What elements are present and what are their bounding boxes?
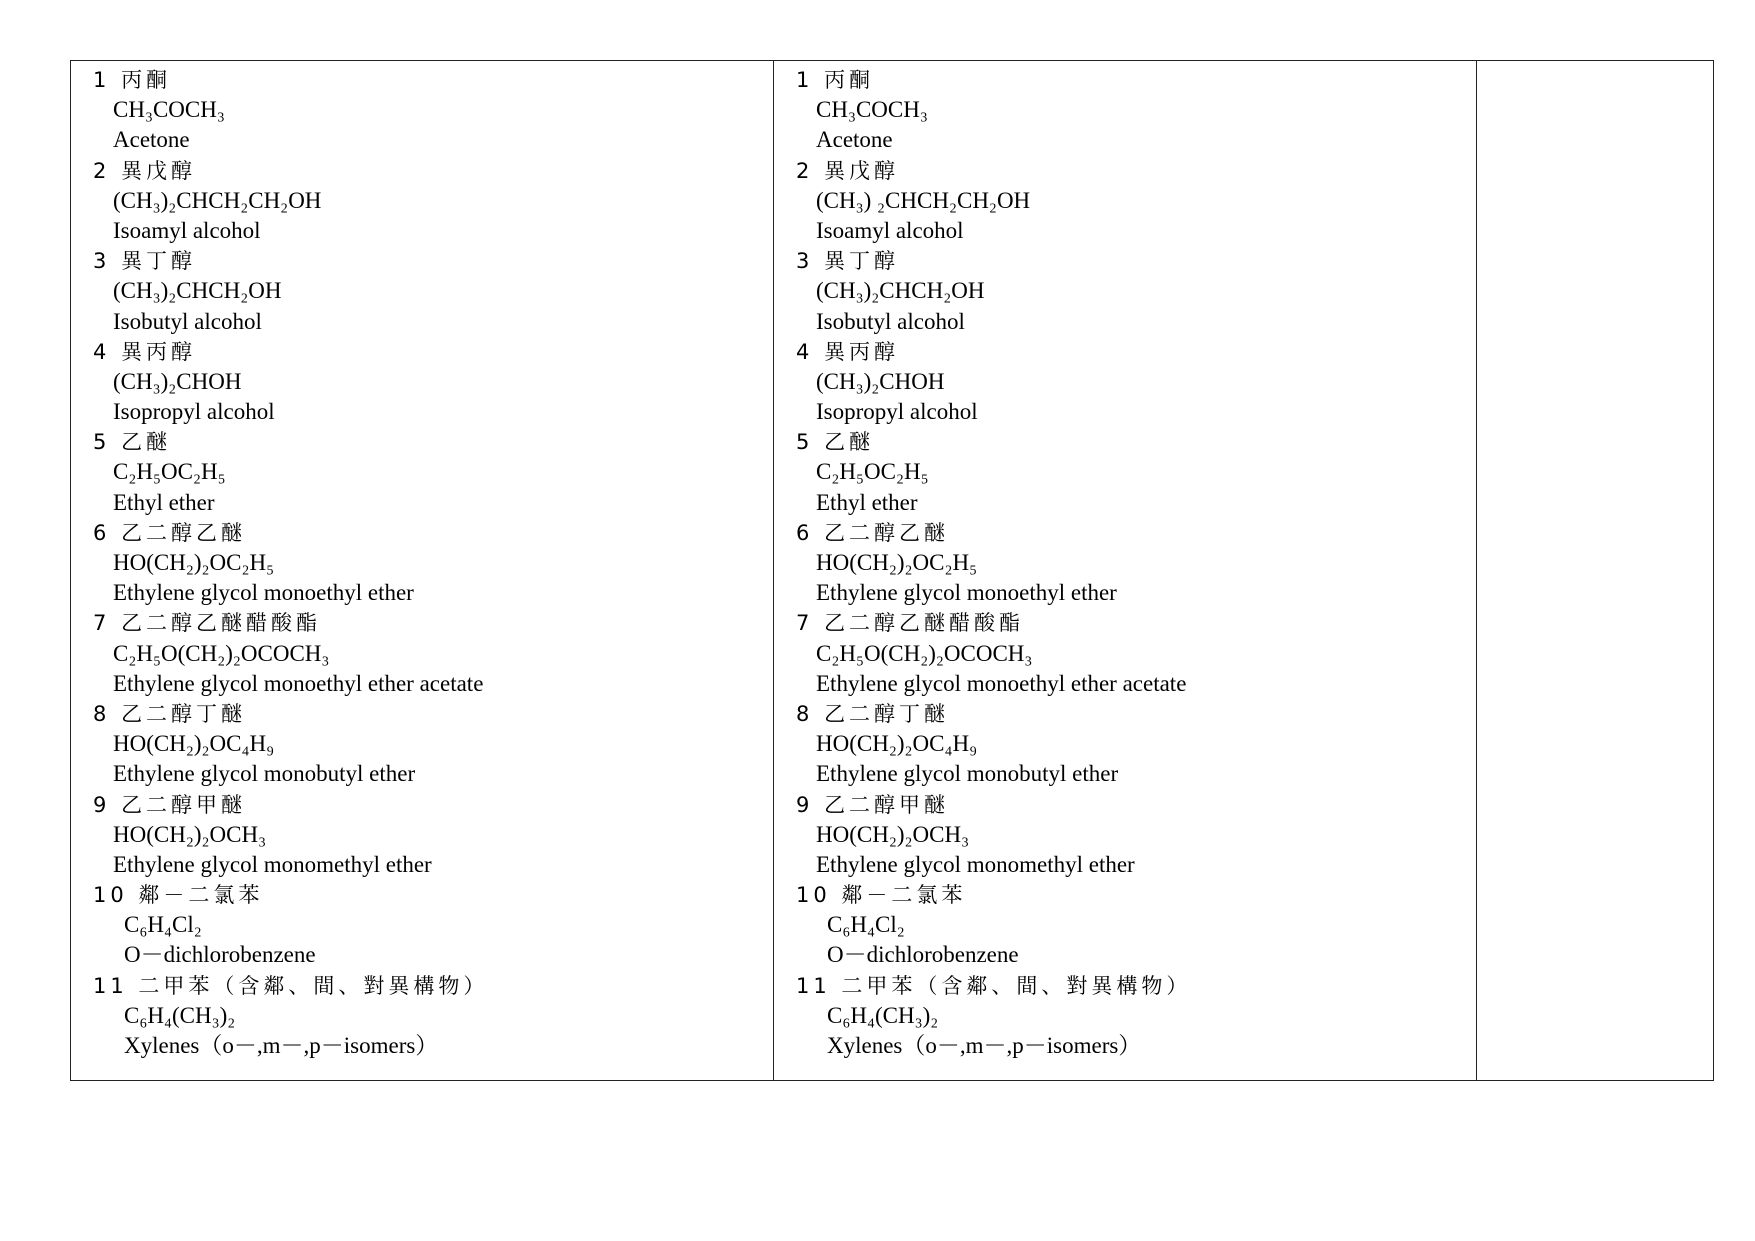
list-item xyxy=(796,427,1476,518)
entry-formula: C₂H₅OC₂H₅ xyxy=(816,459,929,485)
entry-number: 10 xyxy=(93,883,128,908)
list-item xyxy=(93,790,773,881)
entry-formula: C₆H₄(CH₃)₂ xyxy=(827,1002,939,1028)
entry-chinese-name xyxy=(93,699,773,729)
entry-chinese-label: 二甲苯（含鄰、間、對異構物） xyxy=(841,973,1192,998)
entry-number: 7 xyxy=(93,611,111,636)
entry-english-name: Ethylene glycol monomethyl ether xyxy=(816,851,1135,877)
entry-english-name: Isoamyl alcohol xyxy=(113,217,261,243)
entry-chinese-name xyxy=(796,156,1476,186)
entry-number: 4 xyxy=(796,339,814,364)
entry-number: 11 xyxy=(93,973,128,998)
entry-formula: C₆H₄Cl₂ xyxy=(124,912,202,938)
list-item xyxy=(796,608,1476,699)
entry-formula: C₂H₅O(CH₂)₂OCOCH₃ xyxy=(816,640,1033,666)
entry-chinese-label: 乙二醇丁醚 xyxy=(824,701,950,726)
entry-formula: (CH₃) ₂CHCH₂CH₂OH xyxy=(816,187,1031,213)
entry-english-name: Isobutyl alcohol xyxy=(113,308,262,334)
entry-formula: CH₃COCH₃ xyxy=(113,97,225,123)
list-item xyxy=(93,427,773,518)
list-item xyxy=(796,337,1476,428)
list-item xyxy=(93,65,773,156)
entry-chinese-name xyxy=(796,790,1476,820)
entry-chinese-label: 異丁醇 xyxy=(824,249,900,274)
entry-english-name: Ethylene glycol monomethyl ether xyxy=(113,851,432,877)
entry-english-name: Ethylene glycol monoethyl ether xyxy=(113,580,414,606)
entry-formula: CH₃COCH₃ xyxy=(816,97,928,123)
list-item xyxy=(93,246,773,337)
entry-english-name: Ethylene glycol monoethyl ether acetate xyxy=(816,670,1187,696)
entry-english-name: Ethyl ether xyxy=(113,489,215,515)
entry-english-name: Acetone xyxy=(816,127,893,153)
entry-english-name: Acetone xyxy=(113,127,190,153)
entry-chinese-label: 乙二醇乙醚 xyxy=(824,520,950,545)
entry-chinese-label: 異丁醇 xyxy=(121,249,197,274)
entry-formula: HO(CH₂)₂OC₄H₉ xyxy=(113,731,275,757)
list-item xyxy=(93,608,773,699)
entry-list xyxy=(774,61,1476,1061)
list-item xyxy=(796,156,1476,247)
entry-chinese-label: 乙二醇乙醚醋酸酯 xyxy=(824,611,1025,636)
list-item xyxy=(93,156,773,247)
entry-number: 8 xyxy=(93,701,111,726)
entry-number: 4 xyxy=(93,339,111,364)
entry-chinese-name xyxy=(93,427,773,457)
entry-chinese-name xyxy=(796,65,1476,95)
entry-number: 1 xyxy=(796,68,814,92)
entry-formula: (CH₃)₂CHCH₂OH xyxy=(113,278,282,304)
entry-formula: C₆H₄(CH₃)₂ xyxy=(124,1002,236,1028)
entry-chinese-name xyxy=(93,608,773,638)
entry-chinese-name xyxy=(796,699,1476,729)
entry-number: 9 xyxy=(796,792,814,817)
entry-chinese-name xyxy=(796,246,1476,276)
entry-chinese-name xyxy=(796,971,1476,1001)
entry-chinese-label: 鄰－二氯苯 xyxy=(138,883,264,908)
entry-english-name: Ethylene glycol monoethyl ether acetate xyxy=(113,670,484,696)
entry-number: 5 xyxy=(796,430,814,455)
list-item xyxy=(93,337,773,428)
entry-english-name: Ethylene glycol monobutyl ether xyxy=(816,761,1119,787)
list-item xyxy=(796,971,1476,1062)
entry-chinese-label: 乙醚 xyxy=(121,430,172,455)
entry-formula: C₂H₅OC₂H₅ xyxy=(113,459,226,485)
entry-number: 2 xyxy=(796,158,814,183)
entry-number: 10 xyxy=(796,883,831,908)
entry-english-name: O－dichlorobenzene xyxy=(124,942,316,968)
table-row xyxy=(71,61,1714,1081)
entry-formula: HO(CH₂)₂OCH₃ xyxy=(816,821,970,847)
entry-chinese-label: 異丙醇 xyxy=(121,339,197,364)
entry-number: 3 xyxy=(93,249,111,274)
entry-chinese-label: 丙酮 xyxy=(121,68,172,92)
chemical-comparison-table xyxy=(70,60,1714,1081)
entry-chinese-name xyxy=(93,880,773,910)
list-item xyxy=(93,971,773,1062)
entry-formula: (CH₃)₂CHOH xyxy=(816,368,945,394)
entry-chinese-label: 乙二醇甲醚 xyxy=(824,792,950,817)
entry-chinese-name xyxy=(93,156,773,186)
entry-chinese-name xyxy=(796,518,1476,548)
entry-formula: (CH₃)₂CHOH xyxy=(113,368,242,394)
entry-english-name: Isopropyl alcohol xyxy=(816,399,978,425)
entry-number: 9 xyxy=(93,792,111,817)
entry-chinese-name xyxy=(93,65,773,95)
entry-english-name: Xylenes（o－,m－,p－isomers） xyxy=(827,1033,1142,1058)
entry-formula: (CH₃)₂CHCH₂OH xyxy=(816,278,985,304)
entry-chinese-label: 乙二醇甲醚 xyxy=(121,792,247,817)
entry-formula: HO(CH₂)₂OC₂H₅ xyxy=(816,550,978,575)
entry-chinese-label: 乙醚 xyxy=(824,430,875,455)
entry-list xyxy=(1477,61,1713,65)
entry-number: 11 xyxy=(796,973,831,998)
entry-number: 7 xyxy=(796,611,814,636)
entry-chinese-name xyxy=(796,337,1476,367)
entry-formula: C₆H₄Cl₂ xyxy=(827,912,905,938)
entry-chinese-name xyxy=(93,337,773,367)
entry-chinese-name xyxy=(93,246,773,276)
list-item xyxy=(796,518,1476,609)
entry-number: 5 xyxy=(93,430,111,455)
entry-number: 6 xyxy=(93,520,111,545)
entry-chinese-label: 異丙醇 xyxy=(824,339,900,364)
entry-english-name: Isobutyl alcohol xyxy=(816,308,965,334)
table-cell-middle xyxy=(774,61,1477,1081)
list-item xyxy=(93,880,773,971)
list-item xyxy=(796,246,1476,337)
entry-formula: HO(CH₂)₂OC₂H₅ xyxy=(113,550,275,575)
entry-formula: HO(CH₂)₂OC₄H₉ xyxy=(816,731,978,757)
entry-english-name: Ethylene glycol monobutyl ether xyxy=(113,761,416,787)
entry-number: 6 xyxy=(796,520,814,545)
list-item xyxy=(93,518,773,609)
entry-chinese-label: 異戊醇 xyxy=(824,158,900,183)
entry-english-name: Isopropyl alcohol xyxy=(113,399,275,425)
entry-chinese-name xyxy=(796,427,1476,457)
list-item xyxy=(796,790,1476,881)
entry-chinese-name xyxy=(796,880,1476,910)
list-item xyxy=(796,880,1476,971)
entry-number: 3 xyxy=(796,249,814,274)
entry-formula: HO(CH₂)₂OCH₃ xyxy=(113,821,267,847)
entry-chinese-label: 乙二醇乙醚醋酸酯 xyxy=(121,611,322,636)
entry-number: 8 xyxy=(796,701,814,726)
entry-number: 1 xyxy=(93,68,111,92)
list-item xyxy=(796,65,1476,156)
entry-english-name: Isoamyl alcohol xyxy=(816,217,964,243)
table-cell-right-empty xyxy=(1477,61,1714,1081)
entry-chinese-label: 鄰－二氯苯 xyxy=(841,883,967,908)
entry-formula: C₂H₅O(CH₂)₂OCOCH₃ xyxy=(113,640,330,666)
entry-english-name: Xylenes（o－,m－,p－isomers） xyxy=(124,1033,439,1058)
entry-chinese-name xyxy=(93,790,773,820)
entry-chinese-label: 二甲苯（含鄰、間、對異構物） xyxy=(138,973,489,998)
entry-chinese-name xyxy=(93,518,773,548)
entry-chinese-label: 丙酮 xyxy=(824,68,875,92)
entry-chinese-name xyxy=(93,971,773,1001)
entry-chinese-label: 乙二醇丁醚 xyxy=(121,701,247,726)
entry-english-name: Ethylene glycol monoethyl ether xyxy=(816,580,1117,606)
entry-chinese-label: 乙二醇乙醚 xyxy=(121,520,247,545)
entry-number: 2 xyxy=(93,158,111,183)
entry-chinese-label: 異戊醇 xyxy=(121,158,197,183)
entry-formula: (CH₃)₂CHCH₂CH₂OH xyxy=(113,187,322,213)
list-item xyxy=(796,699,1476,790)
entry-english-name: Ethyl ether xyxy=(816,489,918,515)
entry-english-name: O－dichlorobenzene xyxy=(827,942,1019,968)
entry-list xyxy=(71,61,773,1061)
entry-chinese-name xyxy=(796,608,1476,638)
list-item xyxy=(93,699,773,790)
table-cell-left xyxy=(71,61,774,1081)
